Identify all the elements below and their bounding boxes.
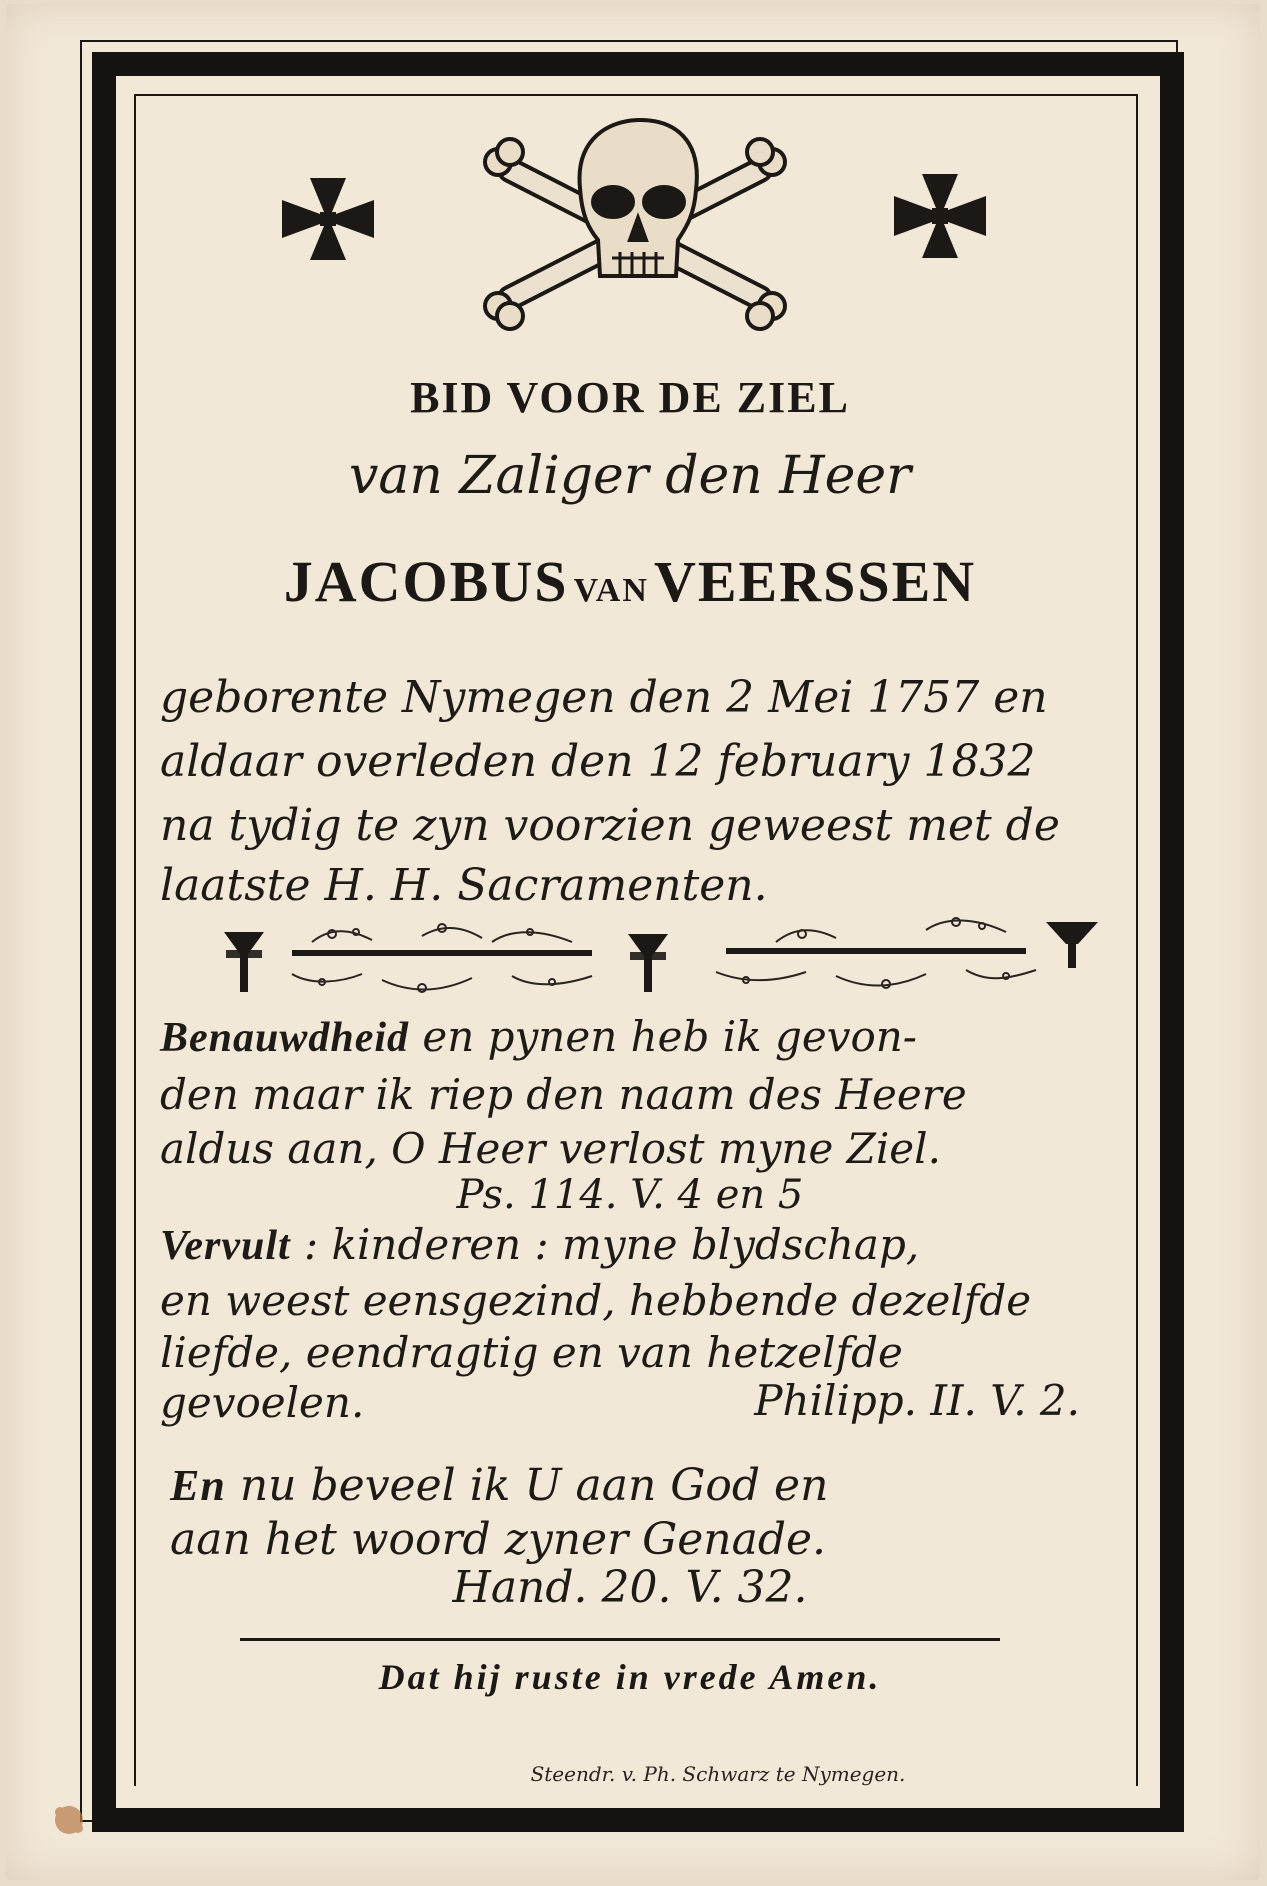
skull-crossbones-icon <box>470 118 800 340</box>
verse-line: en weest eensgezind, hebbende dezelfde <box>160 1276 1032 1325</box>
verse-text: nu beveel ik U aan God en <box>239 1460 829 1511</box>
verse-reference: Ps. 114. V. 4 en 5 <box>456 1172 804 1218</box>
verse-line <box>170 1460 1130 1511</box>
verse-line: aan het woord zyner Genade. <box>170 1514 827 1565</box>
name-last: VEERSSEN <box>653 549 977 614</box>
maltese-cross-icon <box>280 176 376 262</box>
name-first: JACOBUS <box>283 549 569 614</box>
verse-line <box>160 1220 1120 1270</box>
floral-garland-icon <box>272 912 612 1004</box>
bio-line: geborente Nymegen den 2 Mei 1757 en <box>160 672 1048 723</box>
verse-line: gevoelen. <box>160 1378 365 1427</box>
name-van: VAN <box>573 572 649 609</box>
bio-line: laatste H. H. Sacramenten. <box>160 860 768 911</box>
verse-text: : kinderen : myne blydschap, <box>304 1220 920 1269</box>
verse-lead: Vervult <box>160 1223 291 1269</box>
small-cross-icon <box>1044 918 1100 970</box>
verse-reference: Hand. 20. V. 32. <box>452 1562 808 1613</box>
maltese-cross-icon <box>892 172 988 260</box>
floral-garland-icon <box>706 904 1046 1000</box>
small-cross-icon <box>626 930 670 994</box>
verse-line <box>160 1012 1120 1062</box>
small-cross-icon <box>222 928 266 994</box>
subtitle: van Zaliger den Heer <box>348 446 912 506</box>
verse-line: aldus aan, O Heer verlost myne Ziel. <box>160 1124 941 1173</box>
verse-lead: Benauwdheid <box>160 1015 410 1061</box>
deceased-name <box>150 548 1110 618</box>
bio-line: aldaar overleden den 12 february 1832 <box>160 736 1036 787</box>
stamp-mark-icon <box>48 1800 90 1840</box>
verse-text: en pynen heb ik gevon- <box>422 1012 917 1061</box>
verse-line: liefde, eendragtig en van hetzelfde <box>160 1328 903 1377</box>
verse-reference: Philipp. II. V. 2. <box>754 1376 1080 1425</box>
prayer-title: BID VOOR DE ZIEL <box>410 373 850 422</box>
closing-prayer: Dat hij ruste in vrede Amen. <box>378 1657 882 1697</box>
verse-lead: En <box>170 1461 226 1510</box>
divider <box>240 1638 1000 1641</box>
bio-line: na tydig te zyn voorzien geweest met de <box>160 800 1060 851</box>
printer-imprint: Steendr. v. Ph. Schwarz te Nymegen. <box>438 1756 998 1792</box>
verse-line: den maar ik riep den naam des Heere <box>160 1070 967 1119</box>
